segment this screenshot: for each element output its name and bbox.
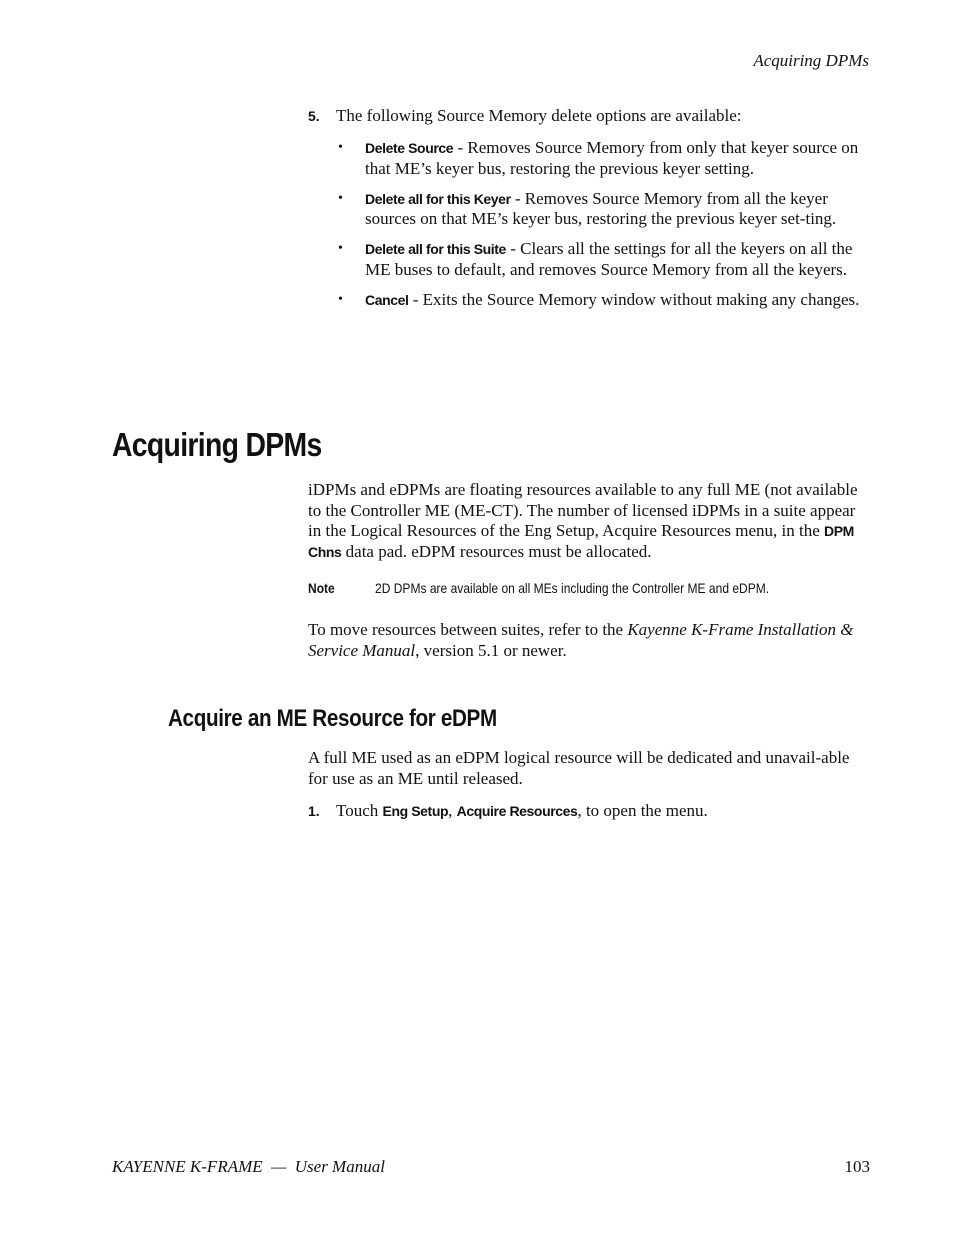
eng-setup-term: Eng Setup xyxy=(382,803,449,819)
step-text xyxy=(336,801,870,822)
edpm-paragraph: A full ME used as an eDPM logical resource will be dedicated and unavail-able for use as an ME until released. xyxy=(308,748,850,788)
list-item xyxy=(338,290,870,311)
option-description: - Removes Source Memory from all the keyer sources on that ME’s keyer bus, restoring the previous keyer set-ting. xyxy=(365,188,837,228)
intro-text-end: data pad. eDPM resources must be allocated. xyxy=(341,541,652,561)
step-text: The following Source Memory delete options are available: xyxy=(336,106,742,125)
note-text: 2D DPMs are available on all MEs including the Controller ME and eDPM. xyxy=(375,580,770,596)
page-number: 103 xyxy=(844,1157,870,1176)
resources-text-end: , version 5.1 or newer. xyxy=(415,640,567,660)
option-term: Cancel xyxy=(365,291,409,308)
section-title: Acquiring DPMs xyxy=(112,426,322,463)
bullet-glyph: • xyxy=(338,190,343,206)
resources-text: To move resources between suites, refer to the xyxy=(308,620,628,639)
intro-text: iDPMs and eDPMs are floating resources available to any full ME (not available to the Controller ME (ME-CT). The number of licensed iDPMs in a suite appear in the Logical Resources of the Eng Setup, Acquire Resources menu, in the xyxy=(308,480,858,540)
list-item xyxy=(338,239,870,280)
footer-title: KAYENNE K-FRAME — User Manual xyxy=(112,1157,385,1176)
step-number: 5. xyxy=(308,108,320,124)
bullet-glyph: • xyxy=(338,241,343,256)
intro-paragraph xyxy=(308,480,870,562)
option-description: - Exits the Source Memory window without making any changes. xyxy=(408,289,860,309)
option-description: - Clears all the settings for all the keyers on all the ME buses to default, and removes Source Memory from all the keyers. xyxy=(365,239,853,279)
term-separator: , xyxy=(448,801,457,820)
option-term: Delete Source xyxy=(365,140,454,156)
delete-options-list xyxy=(338,138,870,320)
manual-reference: Kayenne K-Frame Installation & Service Manual xyxy=(308,620,854,660)
step-text-start: Touch xyxy=(336,801,383,820)
list-item xyxy=(338,189,870,230)
running-header: Acquiring DPMs xyxy=(753,51,869,70)
subsection-title: Acquire an ME Resource for eDPM xyxy=(168,705,497,732)
list-item xyxy=(338,138,870,179)
acquire-resources-term: Acquire Resources xyxy=(456,803,578,819)
option-term: Delete all for this Keyer xyxy=(365,190,511,207)
page-footer xyxy=(112,1157,870,1177)
step-text-end: , to open the menu. xyxy=(577,801,708,820)
bullet-glyph: • xyxy=(338,291,343,307)
note-label: Note xyxy=(308,580,335,596)
bullet-glyph: • xyxy=(338,140,343,155)
step-number: 1. xyxy=(308,803,320,819)
option-description: - Removes Source Memory from only that keyer source on that ME’s keyer bus, restoring the previous keyer setting. xyxy=(365,138,859,178)
option-term: Delete all for this Suite xyxy=(365,241,506,257)
step-1 xyxy=(308,801,870,822)
dpm-chns-term: DPM Chns xyxy=(308,523,854,560)
resources-paragraph xyxy=(308,620,870,661)
step-5 xyxy=(308,106,870,127)
